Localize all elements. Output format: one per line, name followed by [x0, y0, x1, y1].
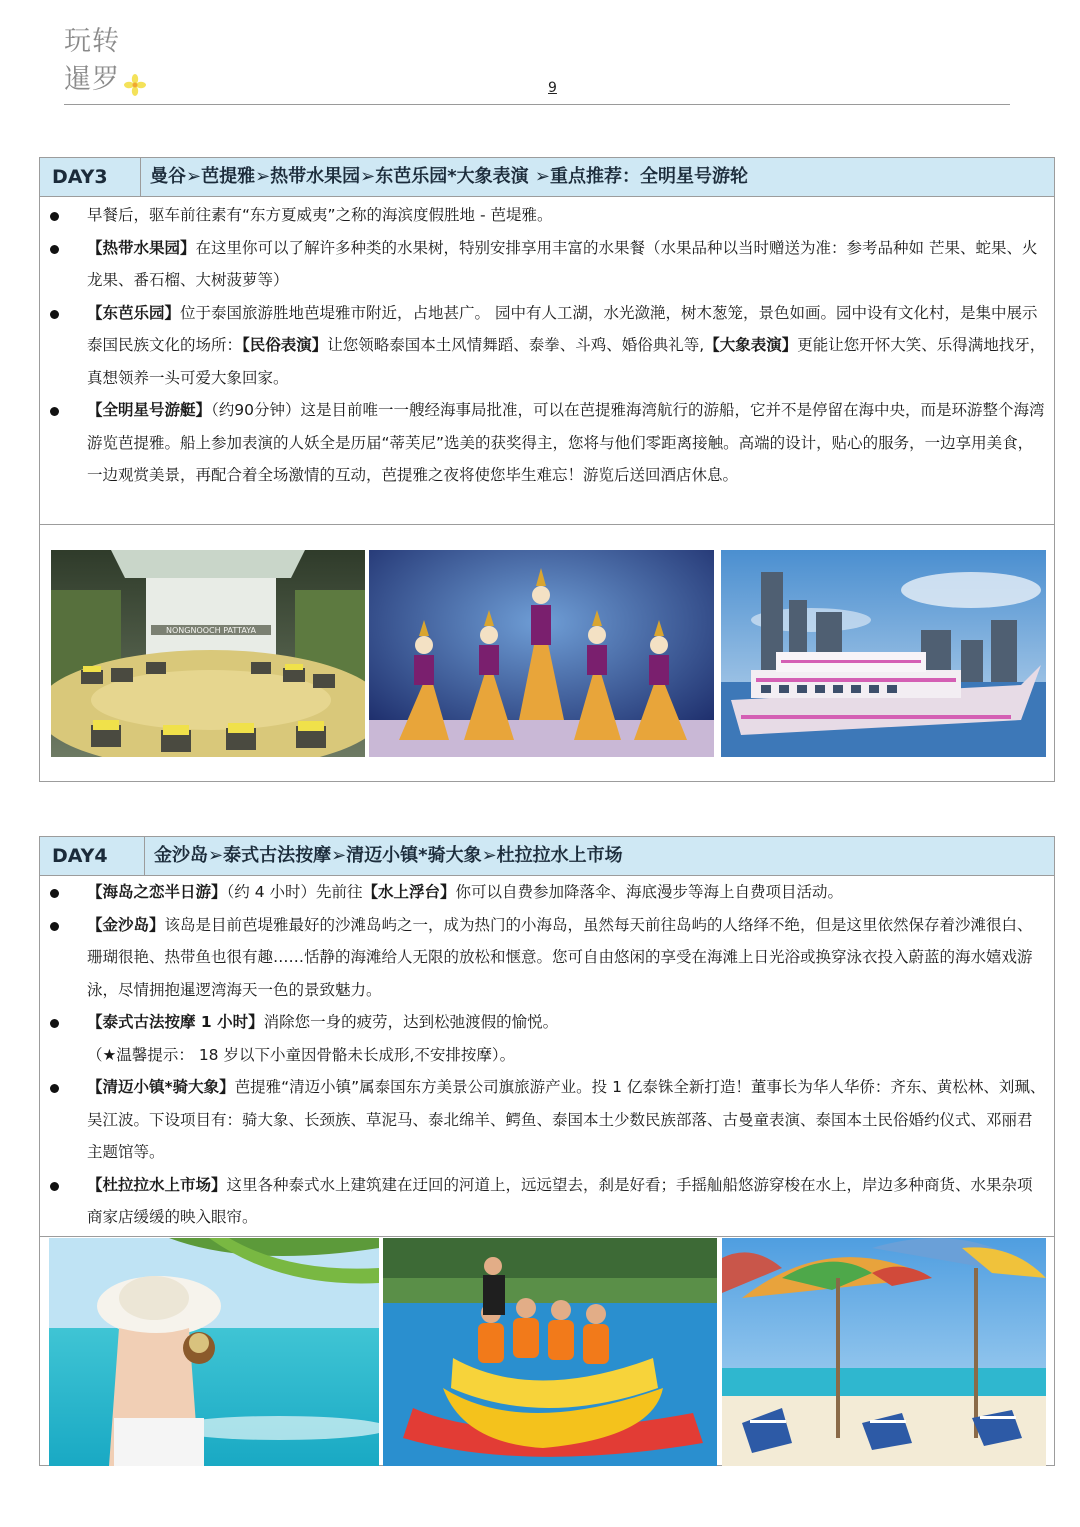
- day4-itinerary: [40, 876, 1054, 1234]
- list-item: [40, 1006, 1054, 1071]
- item-title: 【东芭乐园】: [87, 303, 181, 322]
- list-item: [40, 199, 1054, 232]
- item-title: 【民俗表演】: [242, 336, 328, 354]
- bullet-icon: [50, 1182, 59, 1191]
- bullet-icon: [50, 407, 59, 416]
- day3-header-divider: [140, 158, 141, 196]
- item-title: 【杜拉拉水上市场】: [87, 1175, 227, 1194]
- day4-header-divider: [144, 837, 145, 875]
- item-text: 你可以自费参加降落伞、海底漫步等海上自费项目活动。: [455, 883, 844, 901]
- page-number: 9: [548, 80, 557, 96]
- day3-section: [39, 157, 1055, 782]
- cruise-ship-photo: [721, 550, 1046, 757]
- bullet-icon: [50, 1084, 59, 1093]
- item-text: 在这里你可以了解许多种类的水果树，特别安排享用丰富的水果餐（水果品种以当时赠送为准：参考品种如 芒果、蛇果、火龙果、番石榴、大树菠萝等）: [87, 238, 1038, 289]
- elephant-show-photo: [51, 550, 365, 757]
- day3-photo-divider: [40, 524, 1054, 525]
- day3-header: [40, 158, 1054, 197]
- item-text: （约 4 小时）先前往: [226, 883, 363, 901]
- brand-logo: [64, 24, 154, 104]
- list-item: [40, 909, 1054, 1007]
- logo-line-1: 玩转: [64, 26, 120, 57]
- item-title: 【清迈小镇*骑大象】: [87, 1078, 235, 1096]
- item-title: 【金沙岛】: [87, 915, 165, 934]
- item-text: 更能让您开怀大笑、乐得满地找牙，真想领养一头可爱大象回家。: [87, 336, 1046, 387]
- item-text: 位于泰国旅游胜地芭堤雅市附近，占地甚广。 园中有人工湖，水光潋滟，树木葱笼，景色如画。园中设有文化村，是集中展示泰国民族文化的场所：: [87, 303, 1038, 354]
- item-title: 【海岛之恋半日游】: [87, 883, 227, 901]
- bullet-icon: [50, 889, 59, 898]
- list-item: [40, 297, 1054, 395]
- bullet-icon: [50, 212, 59, 221]
- day4-header: [40, 837, 1054, 876]
- bullet-icon: [50, 310, 59, 319]
- nongnooch-sign: NONGNOOCH PATTAYA: [166, 626, 256, 635]
- day3-label: DAY3: [52, 166, 108, 188]
- day4-label: DAY4: [52, 845, 108, 867]
- day3-itinerary: [40, 197, 1054, 492]
- bullet-icon: [50, 922, 59, 931]
- bullet-icon: [50, 1019, 59, 1028]
- day4-section: [39, 836, 1055, 1466]
- beach-woman-photo: [49, 1238, 379, 1466]
- day4-route: 金沙岛➢泰式古法按摩➢清迈小镇*骑大象➢杜拉拉水上市场: [154, 845, 623, 866]
- thai-dance-photo: [369, 550, 714, 757]
- list-item: [40, 1169, 1054, 1234]
- item-text: （约90分钟）这是目前唯一一艘经海事局批准，可以在芭提雅海湾航行的游船，它并不是停留在海中央，而是环游整个海湾游览芭提雅。船上参加表演的人妖全是历届“蒂芙尼”选美的获奖得主，您将与他们零距离接触。高端的设计，贴心的服务，一边享用美食，一边观赏美景，再配合着全场激情的互动，芭提雅之夜将使您毕生难忘！游览后送回酒店休息。: [87, 401, 1045, 484]
- item-title: 【热带水果园】: [87, 238, 196, 257]
- list-item: [40, 232, 1054, 297]
- plumeria-flower-icon: [124, 74, 146, 96]
- item-title: 【大象表演】: [704, 336, 798, 354]
- item-text: 这里各种泰式水上建筑建在迂回的河道上，远远望去，刹是好看；手摇舢船悠游穿梭在水上，岸边多种商货、水果杂项商家店缓缓的映入眼帘。: [87, 1175, 1033, 1226]
- day3-route: 曼谷➢芭提雅➢热带水果园➢东芭乐园*大象表演 ➢重点推荐：全明星号游轮: [150, 166, 749, 187]
- logo-line-2: 暹罗: [64, 64, 120, 95]
- day4-photo-divider: [40, 1236, 1054, 1237]
- header-divider: [64, 104, 1010, 105]
- item-title: 【泰式古法按摩 1 小时】: [87, 1013, 264, 1031]
- tip-note: （★温馨提示： 18 岁以下小童因骨骼未长成形,不安排按摩）。: [87, 1045, 516, 1064]
- item-title: 【水上浮台】: [362, 883, 456, 901]
- item-text: 早餐后，驱车前往素有“东方夏威夷”之称的海滨度假胜地 - 芭堤雅。: [87, 206, 553, 224]
- bullet-icon: [50, 245, 59, 254]
- item-text: 让您领略泰国本土风情舞蹈、泰拳、斗鸡、婚俗典礼等,: [327, 336, 705, 354]
- list-item: [40, 394, 1054, 492]
- item-text: 该岛是目前芭堤雅最好的沙滩岛屿之一，成为热门的小海岛，虽然每天前往岛屿的人络绎不绝，但是这里依然保存着沙滩很白、珊瑚很艳、热带鱼也很有趣……恬静的海滩给人无限的放松和惬意。您可自由悠闲的享受在海滩上日光浴或换穿泳衣投入蔚蓝的海水嬉戏游泳，尽情拥抱暹逻湾海天一色的景致魅力。: [87, 915, 1033, 999]
- item-text: 消除您一身的疲劳，达到松弛渡假的愉悦。: [263, 1013, 559, 1031]
- list-item: [40, 1071, 1054, 1169]
- beach-umbrella-photo: [722, 1238, 1046, 1466]
- item-title: 【全明星号游艇】: [87, 401, 212, 419]
- list-item: [40, 876, 1054, 909]
- item-text: 芭提雅“清迈小镇”属泰国东方美景公司旗旅游产业。投 1 亿泰铢全新打造！董事长为华人华侨：齐东、黄松林、刘珮、吴江波。下设项目有：骑大象、长颈族、草泥马、泰北绵羊、鳄鱼、泰国本土少数民族部落、古曼童表演、泰国本土民俗婚约仪式、邓丽君主题馆等。: [87, 1078, 1046, 1161]
- banana-boat-photo: [383, 1238, 717, 1466]
